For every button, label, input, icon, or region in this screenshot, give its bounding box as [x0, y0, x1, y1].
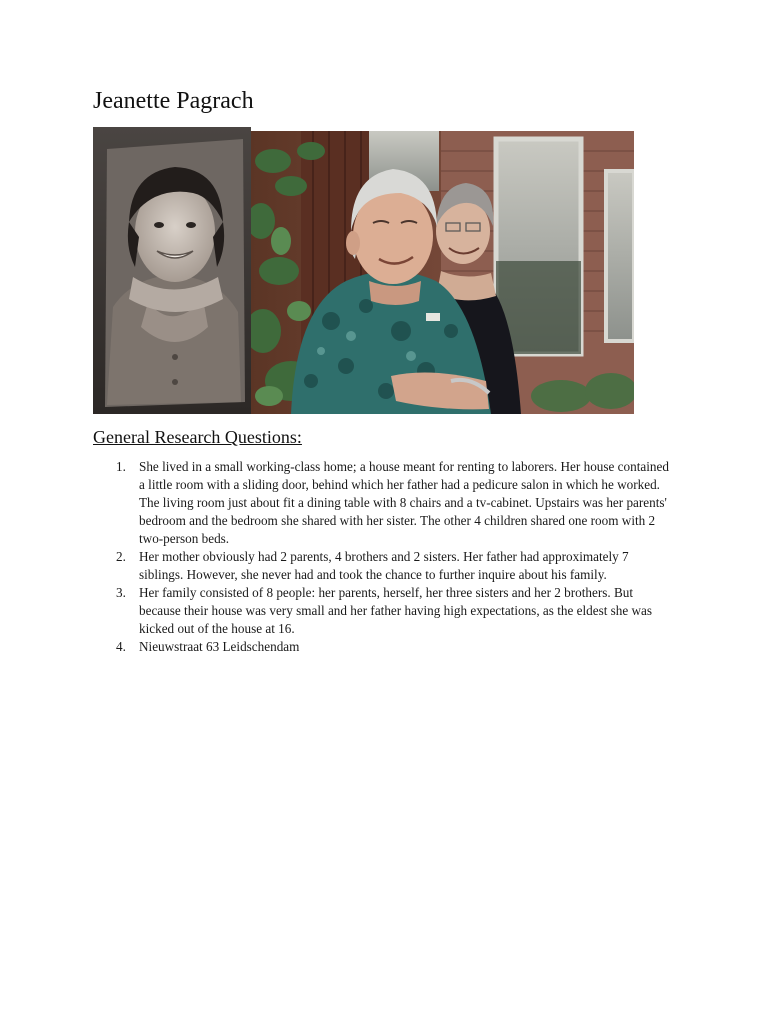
section-heading: General Research Questions:: [93, 427, 302, 447]
list-item-text: She lived in a small working-class home; a house meant for renting to laborers. Her house contained a little room with a sliding door, behind which her father had a pedicure salon in which he worked. The living room just about fit a dining table with 8 chairs and a tv-cabinet. Upstairs was her parents' bedroom and the bedroom she shared with her sister. The other 4 children shared one room with 2 two-person beds.: [139, 459, 669, 546]
list-item: [93, 548, 673, 584]
couple-photo: [251, 131, 634, 414]
list-item: [93, 638, 673, 656]
list-item: [93, 458, 673, 548]
list-item-text: Nieuwstraat 63 Leidschendam: [139, 639, 300, 654]
childhood-portrait-photo: [93, 127, 251, 414]
list-item-text: Her mother obviously had 2 parents, 4 brothers and 2 sisters. Her father had approximately 7 siblings. However, she never had and took the chance to further inquire about his family.: [139, 549, 629, 582]
list-item: [93, 584, 673, 638]
list-item-number: 4.: [116, 639, 126, 654]
page-title: Jeanette Pagrach: [93, 88, 254, 114]
list-item-number: 2.: [116, 549, 126, 564]
research-questions-list: [93, 458, 673, 656]
list-item-number: 1.: [116, 459, 126, 474]
list-item-text: Her family consisted of 8 people: her parents, herself, her three sisters and her 2 brothers. But because their house was very small and her father having high expectations, as the eldest she was kicked out of the house at 16.: [139, 585, 653, 636]
list-item-number: 3.: [116, 585, 126, 600]
